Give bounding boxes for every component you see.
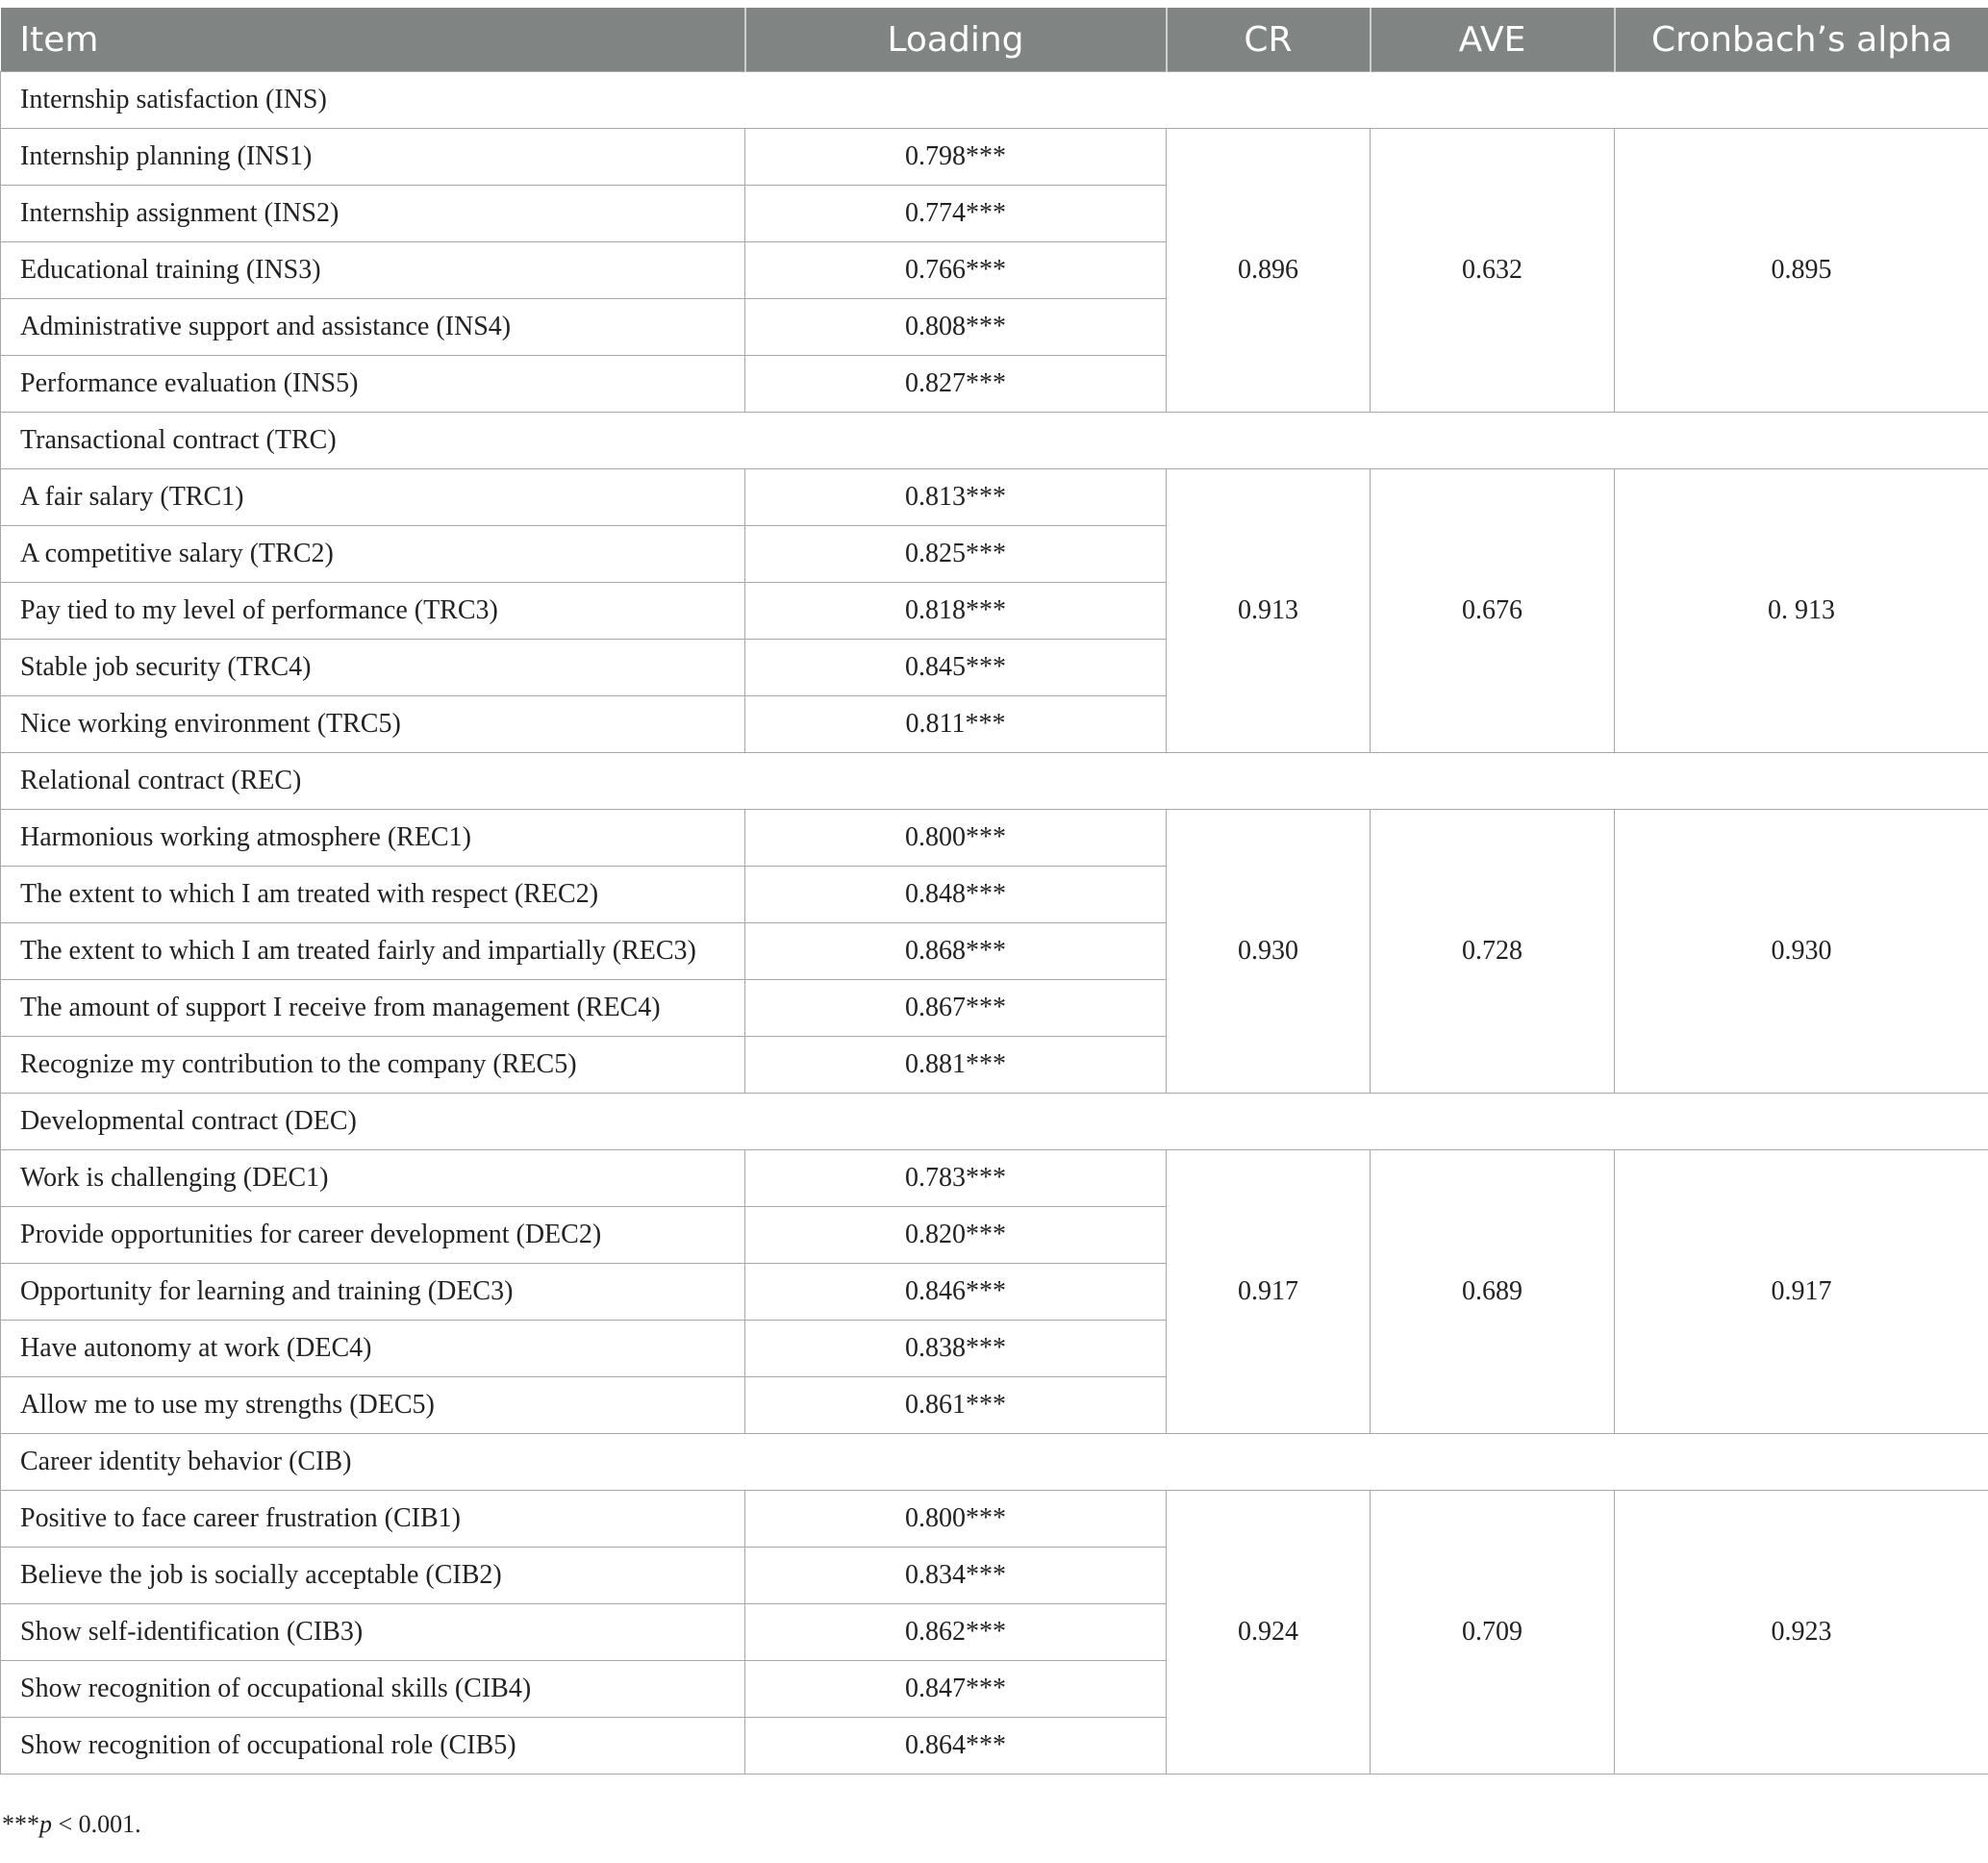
header-loading: Loading	[745, 8, 1167, 72]
loading-value: 0.820***	[745, 1207, 1167, 1264]
group-title: Transactional contract (TRC)	[1, 413, 1988, 469]
item-label: Harmonious working atmosphere (REC1)	[1, 810, 745, 867]
footnote-threshold: < 0.001.	[52, 1810, 141, 1838]
ave-value: 0.676	[1371, 469, 1615, 753]
header-cr: CR	[1167, 8, 1371, 72]
item-label: Positive to face career frustration (CIB1)	[1, 1491, 745, 1548]
cr-value: 0.896	[1167, 129, 1371, 413]
group-title: Relational contract (REC)	[1, 753, 1988, 810]
item-label: Stable job security (TRC4)	[1, 640, 745, 696]
item-label: Show recognition of occupational role (CIB5)	[1, 1718, 745, 1775]
ave-value: 0.689	[1371, 1150, 1615, 1434]
loading-value: 0.800***	[745, 1491, 1167, 1548]
ave-value: 0.709	[1371, 1491, 1615, 1775]
item-label: The extent to which I am treated fairly and impartially (REC3)	[1, 923, 745, 980]
cronbach-alpha-value: 0.895	[1615, 129, 1988, 413]
table-row	[1, 1150, 1988, 1207]
ave-value: 0.728	[1371, 810, 1615, 1094]
item-label: Internship planning (INS1)	[1, 129, 745, 186]
group-header-row	[1, 753, 1988, 810]
group-title: Developmental contract (DEC)	[1, 1094, 1988, 1150]
table-row	[1, 810, 1988, 867]
item-label: Nice working environment (TRC5)	[1, 696, 745, 753]
table-body	[1, 72, 1988, 1775]
item-label: Administrative support and assistance (INS4)	[1, 299, 745, 356]
item-label: Have autonomy at work (DEC4)	[1, 1321, 745, 1377]
item-label: Provide opportunities for career development (DEC2)	[1, 1207, 745, 1264]
group-header-row	[1, 1434, 1988, 1491]
loading-value: 0.798***	[745, 129, 1167, 186]
group-title: Career identity behavior (CIB)	[1, 1434, 1988, 1491]
item-label: The extent to which I am treated with respect (REC2)	[1, 867, 745, 923]
loading-value: 0.774***	[745, 186, 1167, 242]
item-label: The amount of support I receive from management (REC4)	[1, 980, 745, 1037]
table-row	[1, 1491, 1988, 1548]
loading-value: 0.813***	[745, 469, 1167, 526]
loading-value: 0.861***	[745, 1377, 1167, 1434]
loading-value: 0.766***	[745, 242, 1167, 299]
item-label: Performance evaluation (INS5)	[1, 356, 745, 413]
measurement-table	[0, 8, 1988, 1775]
loading-value: 0.867***	[745, 980, 1167, 1037]
table-row	[1, 469, 1988, 526]
loading-value: 0.845***	[745, 640, 1167, 696]
group-header-row	[1, 72, 1988, 129]
cronbach-alpha-value: 0.923	[1615, 1491, 1988, 1775]
cr-value: 0.913	[1167, 469, 1371, 753]
header-row	[1, 8, 1988, 72]
header-item: Item	[1, 8, 745, 72]
loading-value: 0.838***	[745, 1321, 1167, 1377]
item-label: Educational training (INS3)	[1, 242, 745, 299]
item-label: Allow me to use my strengths (DEC5)	[1, 1377, 745, 1434]
cr-value: 0.917	[1167, 1150, 1371, 1434]
cronbach-alpha-value: 0.930	[1615, 810, 1988, 1094]
loading-value: 0.827***	[745, 356, 1167, 413]
footnote-stars: ***	[2, 1810, 39, 1838]
loading-value: 0.848***	[745, 867, 1167, 923]
loading-value: 0.862***	[745, 1604, 1167, 1661]
group-header-row	[1, 1094, 1988, 1150]
item-label: A competitive salary (TRC2)	[1, 526, 745, 583]
loading-value: 0.818***	[745, 583, 1167, 640]
loading-value: 0.846***	[745, 1264, 1167, 1321]
ave-value: 0.632	[1371, 129, 1615, 413]
cr-value: 0.930	[1167, 810, 1371, 1094]
header-ave: AVE	[1371, 8, 1615, 72]
loading-value: 0.881***	[745, 1037, 1167, 1094]
table-row	[1, 129, 1988, 186]
item-label: Show recognition of occupational skills (CIB4)	[1, 1661, 745, 1718]
loading-value: 0.800***	[745, 810, 1167, 867]
item-label: Opportunity for learning and training (DEC3)	[1, 1264, 745, 1321]
footnote	[2, 1810, 141, 1839]
cr-value: 0.924	[1167, 1491, 1371, 1775]
group-title: Internship satisfaction (INS)	[1, 72, 1988, 129]
item-label: A fair salary (TRC1)	[1, 469, 745, 526]
item-label: Internship assignment (INS2)	[1, 186, 745, 242]
loading-value: 0.825***	[745, 526, 1167, 583]
loading-value: 0.834***	[745, 1548, 1167, 1604]
item-label: Work is challenging (DEC1)	[1, 1150, 745, 1207]
loading-value: 0.783***	[745, 1150, 1167, 1207]
item-label: Believe the job is socially acceptable (CIB2)	[1, 1548, 745, 1604]
cronbach-alpha-value: 0. 913	[1615, 469, 1988, 753]
item-label: Show self-identification (CIB3)	[1, 1604, 745, 1661]
loading-value: 0.864***	[745, 1718, 1167, 1775]
loading-value: 0.808***	[745, 299, 1167, 356]
loading-value: 0.811***	[745, 696, 1167, 753]
group-header-row	[1, 413, 1988, 469]
item-label: Pay tied to my level of performance (TRC3)	[1, 583, 745, 640]
footnote-p: p	[39, 1810, 52, 1838]
cronbach-alpha-value: 0.917	[1615, 1150, 1988, 1434]
header-cronbach-alpha: Cronbach’s alpha	[1615, 8, 1988, 72]
item-label: Recognize my contribution to the company (REC5)	[1, 1037, 745, 1094]
loading-value: 0.868***	[745, 923, 1167, 980]
loading-value: 0.847***	[745, 1661, 1167, 1718]
